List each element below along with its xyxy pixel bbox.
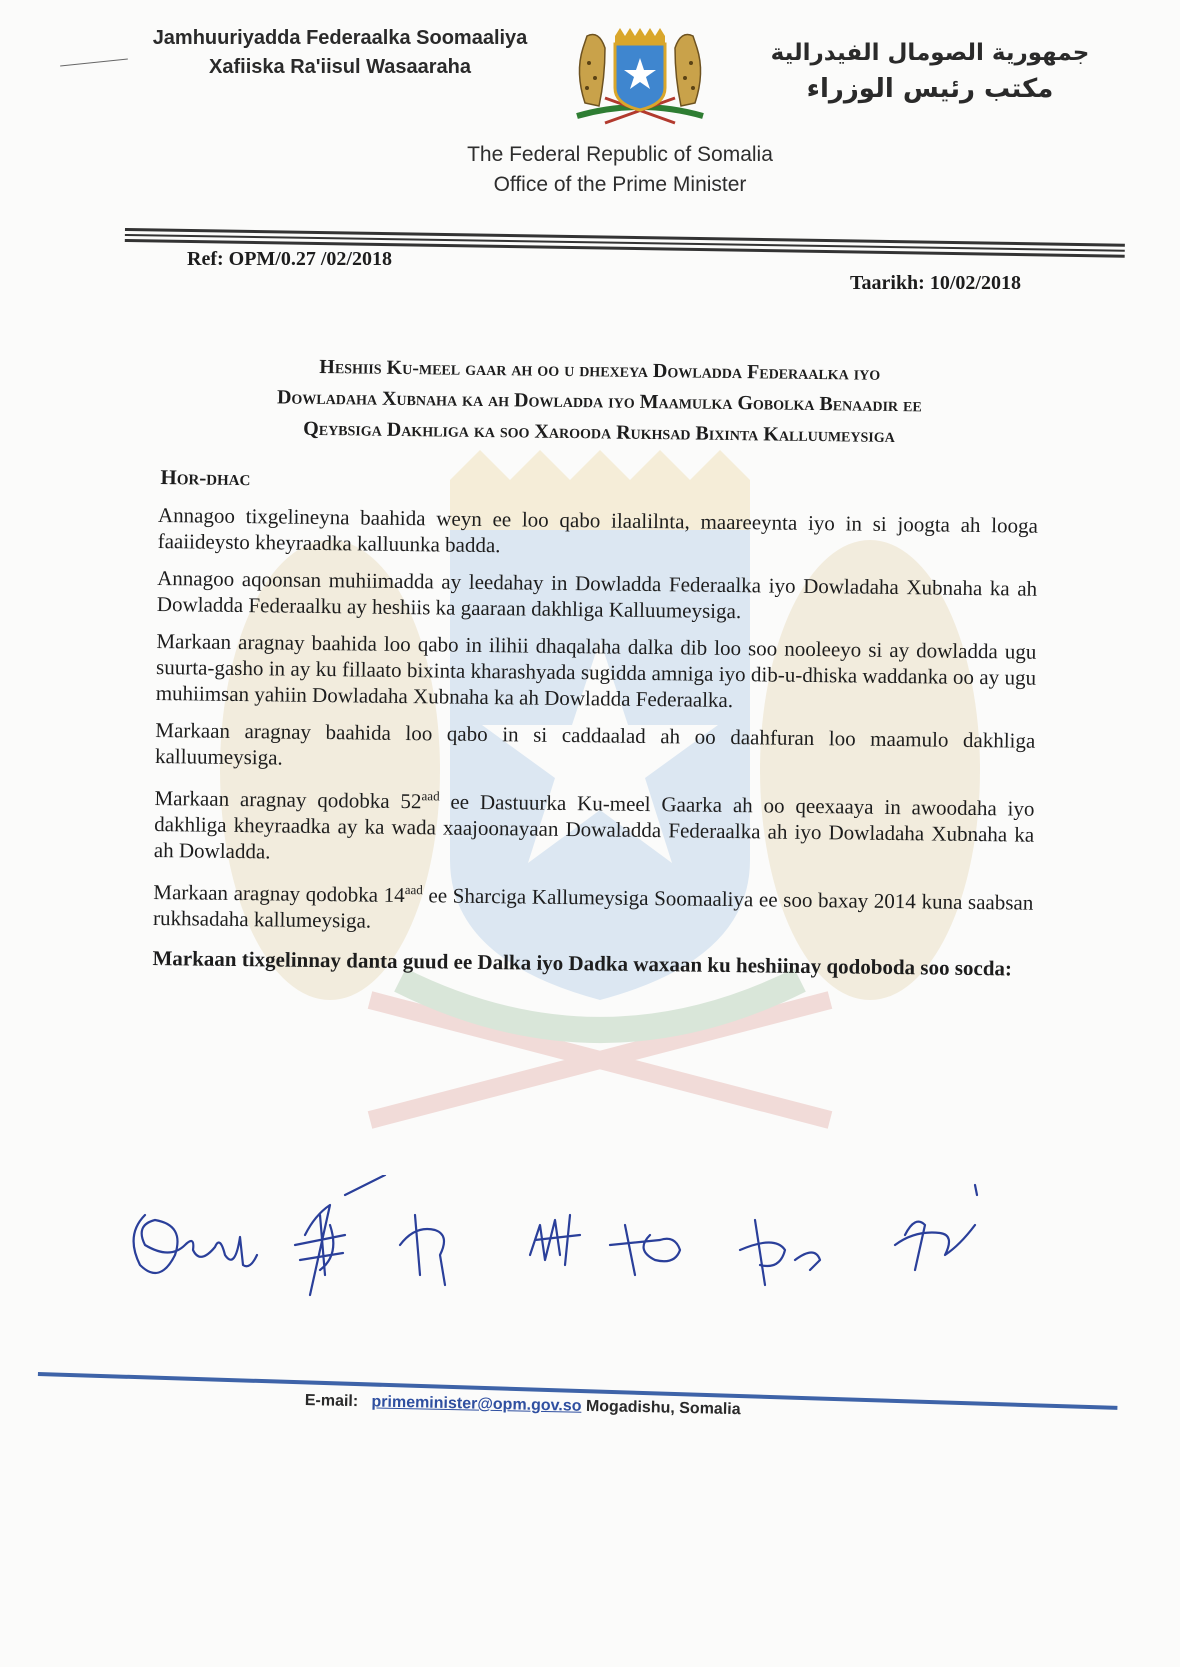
header-english — [430, 140, 810, 200]
signature-2 — [295, 1175, 385, 1295]
section-heading: Hor-dhac — [160, 465, 251, 491]
header-arabic-country: جمهورية الصومال الفيدرالية — [770, 40, 1090, 66]
title-line-3: Qeybsiga Dakhliga ka soo Xarooda Rukhsad Bixinta Kalluumeysiga — [303, 417, 895, 447]
signature-5 — [610, 1225, 680, 1275]
footer-location: Mogadishu, Somalia — [585, 1397, 741, 1419]
preamble-paragraph-1: Annagoo tixgelineyna baahida weyn ee loo qabo ilaalilnta, maareeynta iyo in si joogta ah looga faaiideysto kheyraadka kalluunka badda. — [157, 502, 1039, 558]
signature-1 — [134, 1215, 257, 1273]
paragraph-5-ordinal: aad — [421, 788, 440, 804]
signature-6 — [740, 1220, 820, 1285]
paragraph-6-ordinal: aad — [404, 882, 423, 898]
paragraph-5-end: ee Dastuurka Ku-meel Gaarka ah oo qeexaaya in awoodaha iyo dakhliga kheyraadka ay ka wada xaajoonayaan Dowaladda Federaalka ah iyo Dowladaha Xubnaha ka ah Dowladda. — [153, 789, 1035, 864]
preamble-paragraph-6 — [153, 874, 1034, 942]
document-date: Taarikh: 10/02/2018 — [850, 272, 1021, 294]
header-arabic — [740, 36, 1120, 108]
header-somali-country: Jamhuuriyadda Federaalka Soomaaliya — [152, 27, 528, 49]
coat-of-arms-emblem — [565, 18, 715, 130]
preamble-paragraph-5 — [154, 780, 1035, 874]
paragraph-6-start: Markaan aragnay qodobka 14 — [153, 879, 405, 908]
header-english-country: The Federal Republic of Somalia — [467, 143, 773, 166]
agreement-statement: Markaan tixgelinnay danta guud ee Dalka iyo Dadka waxaan ku heshiinay qodoboda soo socda: — [152, 945, 1013, 981]
signature-7 — [895, 1185, 977, 1270]
signature-4 — [530, 1215, 580, 1265]
preamble-paragraph-4: Markaan aragnay baahida loo qabo in si caddaalad ah oo daahfuran loo maamulo dakhliga kalluumeysiga. — [154, 717, 1036, 770]
preamble-paragraph-3: Markaan aragnay baahida loo qabo in ilihii dhaqalaha dalka dib loo soo nooleeyo si ay dowladda ugu suurta-gasho in ay ku fillaato bixinta kharashyada sugidda amniga iyo dib-u-dhiska waddanka oo ay ugu muhiimsan yahiin Dowladaha Xubnaha ka ah Dowladda Federaalka. — [155, 628, 1037, 713]
document-title — [159, 350, 1040, 454]
title-line-1: Heshiis Ku-meel gaar ah oo u dhexeya Dowladda Federaalka iyo — [319, 355, 881, 385]
header-arabic-office: مكتب رئيس الوزراء — [806, 74, 1054, 104]
header-english-office: Office of the Prime Minister — [493, 173, 747, 196]
footer-contact — [305, 1392, 741, 1419]
title-line-2: Dowladaha Xubnaha ka ah Dowladda iyo Maamulka Gobolka Benaadir ee — [276, 386, 922, 417]
paragraph-6-end: ee Sharciga Kallumeysiga Soomaaliya ee soo baxay 2014 kuna saabsan rukhsadaha kallumeysiga. — [152, 883, 1034, 933]
scan-mark — [60, 58, 128, 66]
signature-3 — [400, 1215, 445, 1285]
signatures-row — [115, 1175, 1015, 1315]
preamble-paragraph-2: Annagoo aqoonsan muhiimadda ay leedahay in Dowladda Federaalka iyo Dowladaha Xubnaha ka ah Dowladda Federaalku ay heshiis ka gaaraan dakhliga Kalluumeysiga. — [156, 565, 1038, 624]
email-link[interactable]: primeminister@opm.gov.so — [371, 1393, 582, 1415]
paragraph-5-start: Markaan aragnay qodobka 52 — [154, 785, 422, 814]
header-somali-office: Xafiiska Ra'iisul Wasaaraha — [209, 56, 471, 78]
document-body — [152, 350, 1040, 993]
reference-number: Ref: OPM/0.27 /02/2018 — [187, 248, 392, 270]
email-label: E-mail: — [304, 1392, 359, 1411]
header-somali — [130, 24, 550, 82]
